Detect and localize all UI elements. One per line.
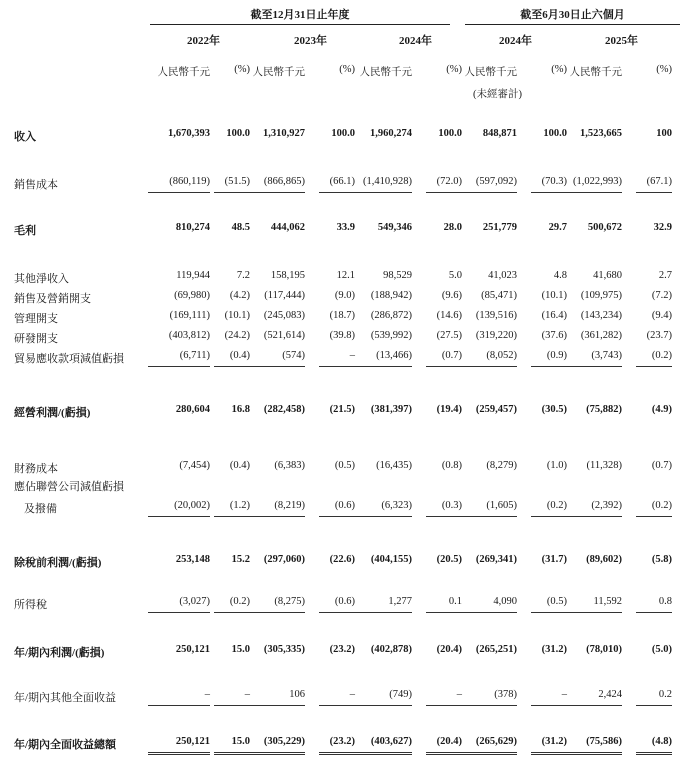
percent-cell: (20.4): [436, 644, 462, 655]
amount-cell: (8,279): [486, 460, 517, 471]
amount-cell: (8,052): [486, 350, 517, 361]
percent-cell: 0.1: [448, 596, 462, 607]
amount-cell: (139,516): [475, 310, 517, 321]
amount-cell: (402,878): [370, 644, 412, 655]
subtotal-rule: [636, 516, 672, 517]
total-double-rule: [340, 752, 412, 755]
percent-cell: 28.0: [443, 222, 462, 233]
subtotal-rule: [340, 612, 412, 613]
amount-cell: 98,529: [383, 270, 412, 281]
percent-cell: (72.0): [436, 176, 462, 187]
amount-cell: (89,602): [586, 554, 622, 565]
percent-cell: (20.5): [436, 554, 462, 565]
amount-cell: 848,871: [482, 128, 517, 139]
amount-cell: (6,711): [179, 350, 210, 361]
amount-cell: (597,092): [475, 176, 517, 187]
percent-cell: (4.2): [229, 290, 250, 301]
subtotal-rule: [455, 366, 517, 367]
subtotal-rule: [243, 366, 305, 367]
subtotal-rule: [636, 705, 672, 706]
amount-cell: (16,435): [376, 460, 412, 471]
amount-cell: 1,523,665: [580, 128, 622, 139]
percent-cell: (0.2): [651, 500, 672, 511]
year-header-2025: 2025年: [605, 35, 638, 47]
amount-cell: (1,022,993): [573, 176, 622, 187]
amount-cell: (7,454): [179, 460, 210, 471]
percent-cell: 15.2: [231, 554, 250, 565]
subtotal-rule: [148, 612, 210, 613]
amount-cell: (521,614): [263, 330, 305, 341]
percent-cell: 48.5: [231, 222, 250, 233]
unit-percent-header: (%): [234, 64, 250, 75]
unit-amount-header: 人民幣千元: [464, 67, 517, 78]
amount-cell: (866,865): [263, 176, 305, 187]
subtotal-rule: [550, 705, 622, 706]
subtotal-rule: [550, 612, 622, 613]
subtotal-rule: [243, 516, 305, 517]
amount-cell: (378): [494, 689, 517, 700]
amount-cell: 41,023: [488, 270, 517, 281]
amount-cell: (8,275): [274, 596, 305, 607]
amount-cell: 158,195: [270, 270, 305, 281]
amount-cell: 11,592: [593, 596, 622, 607]
unit-percent-header: (%): [339, 64, 355, 75]
amount-cell: 4,090: [493, 596, 517, 607]
amount-cell: (3,027): [179, 596, 210, 607]
amount-cell: 41,680: [593, 270, 622, 281]
row-label: 除稅前利潤/(虧損): [14, 557, 102, 569]
percent-cell: –: [456, 689, 462, 700]
subtotal-rule: [340, 705, 412, 706]
unit-amount-header: 人民幣千元: [252, 67, 305, 78]
percent-cell: (70.3): [541, 176, 567, 187]
unaudited-note: (未經審計): [473, 89, 522, 100]
amount-cell: (3,743): [591, 350, 622, 361]
percent-cell: (7.2): [651, 290, 672, 301]
subtotal-rule: [636, 366, 672, 367]
percent-cell: (23.7): [646, 330, 672, 341]
annual-period-header: 截至12月31日止年度: [250, 9, 350, 21]
amount-cell: (1,410,928): [363, 176, 412, 187]
year-header-2022: 2022年: [187, 35, 220, 47]
percent-cell: (0.4): [229, 460, 250, 471]
percent-cell: (9.4): [651, 310, 672, 321]
subtotal-rule: [455, 705, 517, 706]
amount-cell: (75,882): [586, 404, 622, 415]
row-label: 應佔聯營公司減值虧損: [14, 481, 124, 493]
percent-cell: (51.5): [224, 176, 250, 187]
amount-cell: 1,670,393: [168, 128, 210, 139]
total-double-rule: [148, 752, 210, 755]
amount-cell: (404,155): [370, 554, 412, 565]
amount-cell: 810,274: [175, 222, 210, 233]
unit-amount-header: 人民幣千元: [359, 67, 412, 78]
subtotal-rule: [243, 612, 305, 613]
amount-cell: (403,812): [168, 330, 210, 341]
amount-cell: (2,392): [591, 500, 622, 511]
total-double-rule: [455, 752, 517, 755]
amount-cell: (85,471): [481, 290, 517, 301]
percent-cell: (23.2): [329, 644, 355, 655]
amount-cell: (8,219): [274, 500, 305, 511]
percent-cell: (10.1): [224, 310, 250, 321]
year-header-2024: 2024年: [399, 35, 432, 47]
row-label: 收入: [14, 131, 36, 143]
percent-cell: 29.7: [548, 222, 567, 233]
percent-cell: (0.2): [546, 500, 567, 511]
row-label: 管理開支: [14, 313, 58, 325]
subtotal-rule: [340, 192, 412, 193]
percent-cell: (19.4): [436, 404, 462, 415]
row-label: 年/期內全面收益總額: [14, 739, 117, 751]
row-label: 銷售成本: [14, 179, 58, 191]
percent-cell: (0.7): [651, 460, 672, 471]
subtotal-rule: [340, 366, 412, 367]
percent-cell: (1.2): [229, 500, 250, 511]
amount-cell: 549,346: [377, 222, 412, 233]
amount-cell: (381,397): [370, 404, 412, 415]
percent-cell: (30.5): [541, 404, 567, 415]
subtotal-rule: [550, 366, 622, 367]
subtotal-rule: [455, 612, 517, 613]
percent-cell: –: [244, 689, 250, 700]
percent-cell: (0.3): [441, 500, 462, 511]
percent-cell: (0.9): [546, 350, 567, 361]
amount-cell: (169,111): [169, 310, 210, 321]
percent-cell: (14.6): [436, 310, 462, 321]
percent-cell: (18.7): [329, 310, 355, 321]
subtotal-rule: [550, 516, 622, 517]
percent-cell: (23.2): [329, 736, 355, 747]
total-double-rule: [243, 752, 305, 755]
percent-cell: 5.0: [448, 270, 462, 281]
row-label: 貿易應收款項減值虧損: [14, 353, 124, 365]
percent-cell: 33.9: [336, 222, 355, 233]
row-label: 財務成本: [14, 463, 58, 475]
percent-cell: (27.5): [436, 330, 462, 341]
amount-cell: 1,960,274: [370, 128, 412, 139]
amount-cell: 119,944: [176, 270, 210, 281]
percent-cell: (67.1): [646, 176, 672, 187]
percent-cell: (5.0): [651, 644, 672, 655]
percent-cell: (0.6): [334, 596, 355, 607]
percent-cell: (5.8): [651, 554, 672, 565]
percent-cell: (24.2): [224, 330, 250, 341]
percent-cell: (16.4): [541, 310, 567, 321]
amount-cell: (269,341): [475, 554, 517, 565]
amount-cell: 106: [289, 689, 305, 700]
row-label: 經營利潤/(虧損): [14, 407, 91, 419]
subtotal-rule: [340, 516, 412, 517]
year-header-2023: 2023年: [294, 35, 327, 47]
percent-cell: (0.6): [334, 500, 355, 511]
amount-cell: (265,251): [475, 644, 517, 655]
amount-cell: 1,277: [388, 596, 412, 607]
amount-cell: (305,229): [263, 736, 305, 747]
percent-cell: (0.5): [546, 596, 567, 607]
percent-cell: 32.9: [653, 222, 672, 233]
total-double-rule: [636, 752, 672, 755]
amount-cell: 250,121: [175, 644, 210, 655]
amount-cell: (259,457): [475, 404, 517, 415]
percent-cell: 100.0: [438, 128, 462, 139]
percent-cell: 100.0: [331, 128, 355, 139]
percent-cell: 0.8: [658, 596, 672, 607]
subtotal-rule: [243, 705, 305, 706]
amount-cell: 444,062: [270, 222, 305, 233]
unit-percent-header: (%): [656, 64, 672, 75]
amount-cell: (319,220): [475, 330, 517, 341]
subtotal-rule: [636, 192, 672, 193]
amount-cell: 251,779: [482, 222, 517, 233]
amount-cell: (282,458): [263, 404, 305, 415]
percent-cell: (1.0): [546, 460, 567, 471]
subtotal-rule: [455, 192, 517, 193]
percent-cell: (10.1): [541, 290, 567, 301]
percent-cell: 7.2: [236, 270, 250, 281]
amount-cell: 250,121: [175, 736, 210, 747]
subtotal-rule: [636, 612, 672, 613]
amount-cell: (305,335): [263, 644, 305, 655]
percent-cell: (0.8): [441, 460, 462, 471]
row-label-continued: 及撥備: [24, 503, 57, 515]
subtotal-rule: [148, 705, 210, 706]
percent-cell: (0.2): [229, 596, 250, 607]
subtotal-rule: [243, 192, 305, 193]
percent-cell: (20.4): [436, 736, 462, 747]
amount-cell: (69,980): [174, 290, 210, 301]
percent-cell: (4.8): [651, 736, 672, 747]
percent-cell: (9.6): [441, 290, 462, 301]
unit-percent-header: (%): [446, 64, 462, 75]
percent-cell: (4.9): [651, 404, 672, 415]
amount-cell: (188,942): [370, 290, 412, 301]
percent-cell: (66.1): [329, 176, 355, 187]
subtotal-rule: [148, 192, 210, 193]
interim-header-rule: [465, 24, 680, 25]
amount-cell: (403,627): [370, 736, 412, 747]
subtotal-rule: [455, 516, 517, 517]
percent-cell: 15.0: [231, 644, 250, 655]
unit-percent-header: (%): [551, 64, 567, 75]
percent-cell: –: [349, 350, 355, 361]
subtotal-rule: [148, 516, 210, 517]
amount-cell: (6,383): [274, 460, 305, 471]
amount-cell: (13,466): [376, 350, 412, 361]
amount-cell: 2,424: [598, 689, 622, 700]
percent-cell: 2.7: [658, 270, 672, 281]
percent-cell: 0.2: [658, 689, 672, 700]
amount-cell: (143,234): [580, 310, 622, 321]
amount-cell: (574): [282, 350, 305, 361]
percent-cell: –: [349, 689, 355, 700]
percent-cell: (0.5): [334, 460, 355, 471]
percent-cell: 12.1: [336, 270, 355, 281]
percent-cell: 100: [656, 128, 672, 139]
amount-cell: (117,444): [264, 290, 305, 301]
annual-header-rule: [150, 24, 450, 25]
percent-cell: (0.2): [651, 350, 672, 361]
percent-cell: 100.0: [543, 128, 567, 139]
row-label: 其他淨收入: [14, 273, 69, 285]
amount-cell: 280,604: [175, 404, 210, 415]
row-label: 年/期內利潤/(虧損): [14, 647, 105, 659]
amount-cell: 253,148: [175, 554, 210, 565]
percent-cell: (39.8): [329, 330, 355, 341]
amount-cell: (1,605): [486, 500, 517, 511]
row-label: 年/期內其他全面收益: [14, 692, 117, 704]
amount-cell: (245,083): [263, 310, 305, 321]
amount-cell: (109,975): [580, 290, 622, 301]
amount-cell: (297,060): [263, 554, 305, 565]
subtotal-rule: [550, 192, 622, 193]
percent-cell: (9.0): [334, 290, 355, 301]
percent-cell: (31.2): [541, 736, 567, 747]
amount-cell: (6,323): [381, 500, 412, 511]
percent-cell: –: [561, 689, 567, 700]
interim-period-header: 截至6月30日止六個月: [520, 9, 625, 21]
unit-amount-header: 人民幣千元: [569, 67, 622, 78]
subtotal-rule: [148, 366, 210, 367]
percent-cell: (0.4): [229, 350, 250, 361]
percent-cell: (21.5): [329, 404, 355, 415]
amount-cell: (539,992): [370, 330, 412, 341]
amount-cell: (75,586): [586, 736, 622, 747]
percent-cell: 15.0: [231, 736, 250, 747]
percent-cell: (22.6): [329, 554, 355, 565]
amount-cell: (860,119): [169, 176, 210, 187]
percent-cell: (31.7): [541, 554, 567, 565]
amount-cell: –: [204, 689, 210, 700]
row-label: 所得稅: [14, 599, 47, 611]
amount-cell: (286,872): [370, 310, 412, 321]
percent-cell: (31.2): [541, 644, 567, 655]
amount-cell: (265,629): [475, 736, 517, 747]
row-label: 銷售及營銷開支: [14, 293, 91, 305]
amount-cell: (749): [389, 689, 412, 700]
row-label: 研發開支: [14, 333, 58, 345]
percent-cell: (0.7): [441, 350, 462, 361]
amount-cell: 500,672: [587, 222, 622, 233]
percent-cell: 16.8: [231, 404, 250, 415]
amount-cell: (78,010): [586, 644, 622, 655]
percent-cell: (37.6): [541, 330, 567, 341]
percent-cell: 100.0: [226, 128, 250, 139]
amount-cell: (361,282): [580, 330, 622, 341]
total-double-rule: [550, 752, 622, 755]
amount-cell: 1,310,927: [263, 128, 305, 139]
unit-amount-header: 人民幣千元: [157, 67, 210, 78]
year-header-2024-interim: 2024年: [499, 35, 532, 47]
row-label: 毛利: [14, 225, 36, 237]
amount-cell: (11,328): [586, 460, 622, 471]
amount-cell: (20,002): [174, 500, 210, 511]
percent-cell: 4.8: [553, 270, 567, 281]
